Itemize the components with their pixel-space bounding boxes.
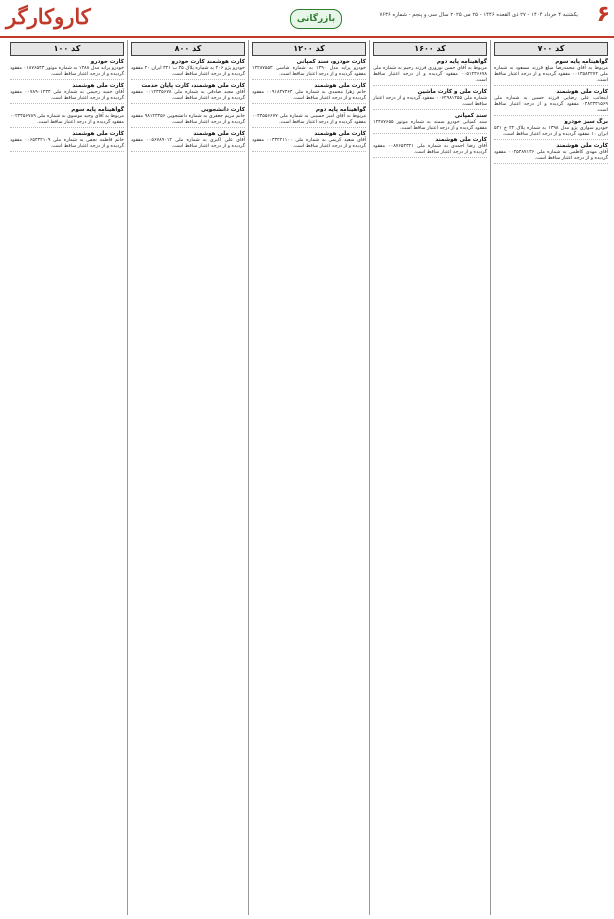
section-logo: بازرگانی — [290, 9, 342, 29]
column-2 — [371, 40, 489, 915]
classified-ad — [373, 89, 487, 110]
ad-body: شماره ملی ۰۰۶۲۹۸۱۴۵۵ مفقود گردیده و از درجه اعتبار ساقط است. — [373, 96, 487, 107]
ad-title: کارت ملی هوشمند — [314, 131, 366, 137]
classified-ad — [373, 59, 487, 86]
classified-ad — [494, 119, 608, 140]
classified-ad — [131, 83, 245, 104]
ad-title: کارت ملی هوشمند — [193, 131, 245, 137]
ad-title: کارت ملی هوشمند — [72, 131, 124, 137]
ad-title: کارت هوشمند کارت خودرو — [171, 59, 245, 65]
ad-body: آقای مهدی کاظمی به شماره ملی ۰۰۲۵۴۸۷۱۳۶ مفقود گردیده و از درجه اعتبار ساقط است. — [494, 150, 609, 161]
ad-body: خانم مریم جعفری به شماره دانشجویی ۹۸۱۲۳۴۵۶ مفقود گردیده و از درجه اعتبار ساقط است. — [131, 114, 245, 125]
column-3 — [250, 40, 368, 915]
classified-ad — [10, 83, 124, 104]
classified-ad — [494, 89, 608, 116]
code-header: کد ۷۰۰ — [494, 42, 608, 56]
classified-ad — [252, 131, 366, 152]
ad-body: مربوط به آقای وحید موسوی به شماره ملی ۰۰۲۳۴۵۶۷۸۹ مفقود گردیده و از درجه اعتبار ساقط است. — [10, 114, 124, 125]
ad-body: خودرو پژو ۲۰۶ به شماره پلاک ۴۵ ب ۳۲۱ ایران ۲۰ مفقود گردیده و از درجه اعتبار ساقط است. — [131, 66, 245, 77]
ad-body: آقای سعید کریمی به شماره ملی ۰۰۳۳۲۲۱۱۰۰ مفقود گردیده و از درجه اعتبار ساقط است. — [252, 138, 366, 149]
classified-ad — [494, 59, 608, 86]
ad-title: کارت ملی هوشمند — [556, 143, 608, 149]
column-divider — [369, 40, 370, 915]
ads-columns — [4, 40, 610, 915]
ad-body: خودرو سواری پژو مدل ۱۳۹۸ به شماره پلاک ۲۲ ج ۵۴۱ ایران ۱۰ مفقود گردیده و از درجه اعتبار ساقط است. — [494, 126, 608, 137]
ad-title: کارت ملی هوشمند، کارت پایان خدمت — [141, 83, 245, 89]
ad-title: کارت ملی و کارت ماشین — [417, 89, 487, 95]
ad-body: خودرو پراید مدل ۱۳۸۸ به شماره موتور ۰۱۸۷۶۵۴۳ مفقود گردیده و از درجه اعتبار ساقط است. — [10, 66, 125, 77]
ad-title: کارت ملی هوشمند — [435, 137, 487, 143]
ad-title: کارت دانشجویی — [200, 107, 245, 113]
ad-body: خانم زهرا محمدی به شماره ملی ۰۰۹۱۸۲۷۳۶۴ مفقود گردیده و از درجه اعتبار ساقط است. — [252, 90, 366, 101]
column-4 — [129, 40, 247, 915]
column-divider — [127, 40, 128, 915]
ad-title: گواهینامه پایه دوم — [436, 59, 487, 65]
ad-body: مربوط به آقای امیر حسینی به شماره ملی ۰۰۴۴۵۵۶۶۷۷ مفقود گردیده و از درجه اعتبار ساقط است. — [252, 114, 366, 125]
ad-title: کارت ملی هوشمند — [556, 89, 608, 95]
ad-body: آقای مجید صادقی به شماره ملی ۰۰۱۲۳۴۵۶۷۸ مفقود گردیده و از درجه اعتبار ساقط است. — [131, 90, 246, 101]
ad-body: مربوط به آقای حسن نوروزی فرزند رحیم به شماره ملی ۰۰۵۱۲۳۶۶۷۸ مفقود گردیده و از درجه اعتبار ساقط است. — [373, 66, 487, 83]
ad-title: گواهینامه پایه دوم — [315, 107, 366, 113]
classified-ad — [373, 113, 487, 134]
code-header: کد ۸۰۰ — [131, 42, 245, 56]
ad-title: سند کمپانی — [454, 113, 487, 119]
code-header: کد ۱۰۰ — [10, 42, 124, 56]
column-divider — [490, 40, 491, 915]
newspaper-brand: کاروکارگر — [6, 4, 91, 29]
date-line: یکشنبه ۴ خرداد ۱۴۰۴ - ۲۷ ذی القعده ۱۴۴۶ - ۲۵ می ۲۰۲۵ سال سی و پنجم - شماره ۷۶۳۶ — [379, 12, 578, 18]
ad-title: گواهینامه پایه سوم — [71, 107, 124, 113]
code-header: کد ۱۲۰۰ — [252, 42, 366, 56]
classified-ad — [10, 59, 124, 80]
classified-ad — [252, 107, 366, 128]
ad-title: کارت ملی هوشمند — [314, 83, 366, 89]
classified-ad — [252, 59, 366, 80]
ad-body: آقای رضا احمدی به شماره ملی ۰۰۸۷۶۵۴۳۲۱ مفقود گردیده و از درجه اعتبار ساقط است. — [373, 144, 487, 155]
ad-body: سند کمپانی خودرو سمند به شماره موتور ۱۲۴۸۷۶۵۵ مفقود گردیده و از درجه اعتبار ساقط است. — [373, 120, 487, 131]
ad-title: کارت خودرو — [90, 59, 124, 65]
ad-title: برگ سبز خودرو — [564, 119, 608, 125]
ad-title: گواهینامه پایه سوم — [555, 59, 608, 65]
classified-ad — [10, 131, 124, 152]
classified-ad — [131, 131, 245, 152]
column-divider — [248, 40, 249, 915]
page-number: ۶ — [596, 2, 610, 27]
ad-body: خودرو پراید مدل ۱۳۹۰ به شماره شاسی ۱۴۲۸۷۵۵۳ مفقود گردیده و از درجه اعتبار ساقط است. — [252, 66, 367, 77]
page-header — [0, 0, 614, 38]
classified-ad — [131, 59, 245, 80]
code-header: کد ۱۶۰۰ — [373, 42, 487, 56]
classified-ad — [10, 107, 124, 128]
column-1 — [492, 40, 610, 915]
ad-body: خانم فاطمه نجفی به شماره ملی ۰۰۶۵۴۳۲۱۰۹ مفقود گردیده و از درجه اعتبار ساقط است. — [10, 138, 124, 149]
classified-ad — [252, 83, 366, 104]
column-5 — [8, 40, 126, 915]
ad-body: اینجانب علی رضایی فرزند حسین به شماره ملی ۰۴۸۲۳۳۱۵۶۹ مفقود گردیده و از درجه اعتبار ساقط است. — [494, 96, 608, 113]
classified-ad — [373, 137, 487, 158]
classified-ad — [131, 107, 245, 128]
classified-ad — [494, 143, 608, 164]
ad-body: مربوط به آقای محمدرضا مبلغ فرزند مسعود به شماره ملی ۰۰۱۳۵۸۲۲۷۴ مفقود گردیده و از درجه اعتبار ساقط است. — [494, 66, 608, 83]
ad-title: کارت خودرو، سند کمپانی — [296, 59, 366, 65]
ad-title: کارت ملی هوشمند — [72, 83, 124, 89]
ad-body: آقای حمید رحیمی به شماره ملی ۰۰۷۸۹۰۱۲۳۴ مفقود گردیده و از درجه اعتبار ساقط است. — [10, 90, 125, 101]
ad-body: آقای علی اکبری به شماره ملی ۰۰۵۶۷۸۹۰۱۲ مفقود گردیده و از درجه اعتبار ساقط است. — [131, 138, 246, 149]
